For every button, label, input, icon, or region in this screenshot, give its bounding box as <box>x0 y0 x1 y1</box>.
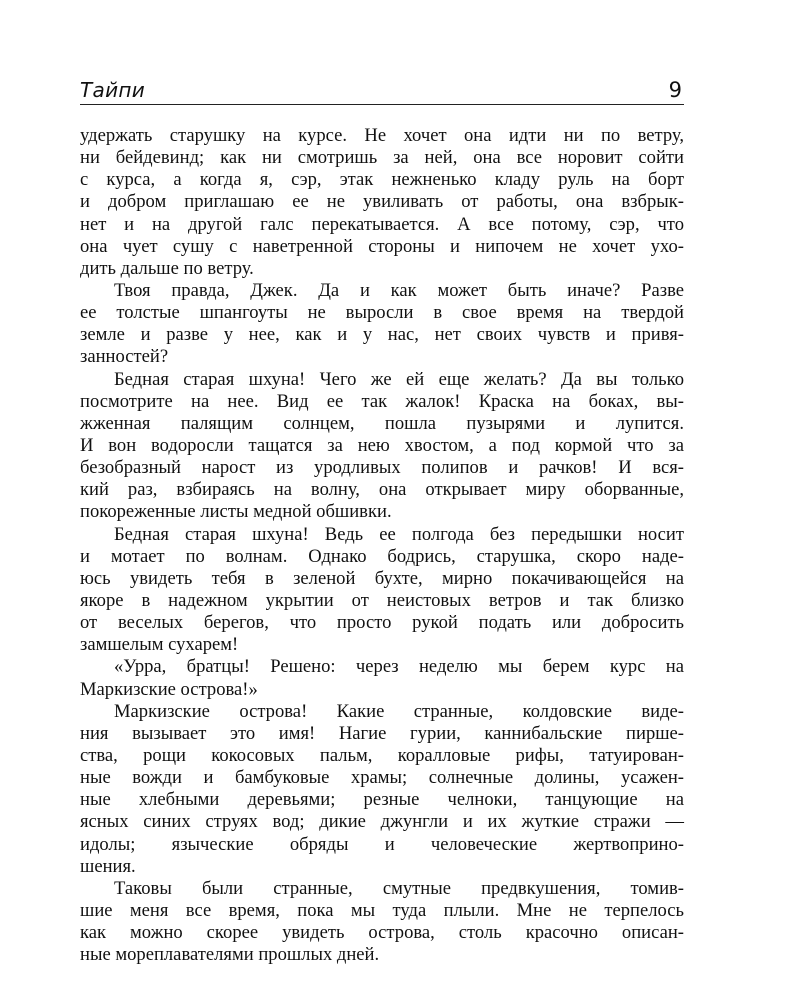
page-number: 9 <box>668 78 682 102</box>
text-line: Твоя правда, Джек. Да и как может быть иначе? Разве <box>114 279 684 301</box>
text-line: удержать старушку на курсе. Не хочет она идти ни по ветру, <box>80 125 684 146</box>
text-line: идолы; языческие обряды и человеческие жертвоприно- <box>80 833 684 855</box>
text-line: посмотрите на нее. Вид ее так жалок! Краска на боках, вы- <box>80 390 684 412</box>
paragraph <box>80 369 684 524</box>
paragraph <box>80 656 684 700</box>
text-line: шения. <box>80 855 136 877</box>
paragraph <box>80 524 684 657</box>
text-line: с курса, а когда я, сэр, этак нежненько кладу руль на борт <box>80 169 684 191</box>
text-line: Таковы были странные, смутные предвкушения, томив- <box>114 877 684 899</box>
text-line: юсь увидеть тебя в зеленой бухте, мирно покачивающейся на <box>80 567 684 589</box>
paragraph <box>80 878 684 967</box>
paragraph <box>80 280 684 369</box>
text-line: и мотает по волнам. Однако бодрись, старушка, скоро наде- <box>80 545 684 567</box>
body-text <box>80 125 684 966</box>
text-line: ее толстые шпангоуты не выросли в свое время на твердой <box>80 302 684 324</box>
text-line: как можно скорее увидеть острова, столь красочно описан- <box>80 922 684 944</box>
text-line: дить дальше по ветру. <box>80 257 254 279</box>
text-line: «Урра, братцы! Решено: через неделю мы берем курс на <box>114 656 684 678</box>
text-line: покореженные листы медной обшивки. <box>80 501 392 523</box>
text-line: Маркизские острова!» <box>80 678 258 700</box>
text-line: якоре в надежном укрытии от неистовых ветров и так близко <box>80 589 684 611</box>
text-line: ные хлебными деревьями; резные челноки, танцующие на <box>80 789 684 811</box>
text-line: ные мореплавателями прошлых дней. <box>80 944 380 966</box>
text-line: земле и разве у нее, как и у нас, нет своих чувств и привя- <box>80 324 684 346</box>
text-line: ния вызывает это имя! Нагие гурии, каннибальские пирше- <box>80 722 684 744</box>
text-line: замшелым сухарем! <box>80 634 239 656</box>
text-line: ные вожди и бамбуковые храмы; солнечные долины, усажен- <box>80 767 684 789</box>
running-title: Тайпи <box>80 78 146 102</box>
text-line: Бедная старая шхуна! Ведь ее полгода без передышки носит <box>114 523 684 545</box>
book-page <box>80 72 684 966</box>
text-line: шие меня все время, пока мы туда плыли. Мне не терпелось <box>80 899 684 921</box>
text-line: она чует сушу с наветренной стороны и нипочем не хочет ухо- <box>80 235 684 257</box>
text-line: Маркизские острова! Какие странные, колдовские виде- <box>114 700 684 722</box>
text-line: нет и на другой галс перекатывается. А все потому, сэр, что <box>80 213 684 235</box>
text-line: ясных синих струях вод; дикие джунгли и их жуткие стражи — <box>80 811 684 833</box>
text-line: от веселых берегов, что просто рукой подать или добросить <box>80 612 684 634</box>
text-line: Бедная старая шхуна! Чего же ей еще желать? Да вы только <box>114 368 684 390</box>
text-line: безобразный нарост из уродливых полипов и рачков! И вся- <box>80 457 684 479</box>
running-head <box>80 72 684 105</box>
text-line: кий раз, взбираясь на волну, она открывает миру оборванные, <box>80 479 684 501</box>
text-line: занностей? <box>80 346 169 368</box>
text-line: И вон водоросли тащатся за нею хвостом, а под кормой что за <box>80 434 684 456</box>
text-line: ни бейдевинд; как ни смотришь за ней, она все норовит сойти <box>80 147 684 169</box>
text-line: жженная палящим солнцем, пошла пузырями и лупится. <box>80 412 684 434</box>
text-line: и добром приглашаю ее не увиливать от работы, она взбрык- <box>80 191 684 213</box>
paragraph <box>80 701 684 878</box>
text-line: ства, рощи кокосовых пальм, коралловые рифы, татуирован- <box>80 744 684 766</box>
paragraph <box>80 125 684 280</box>
